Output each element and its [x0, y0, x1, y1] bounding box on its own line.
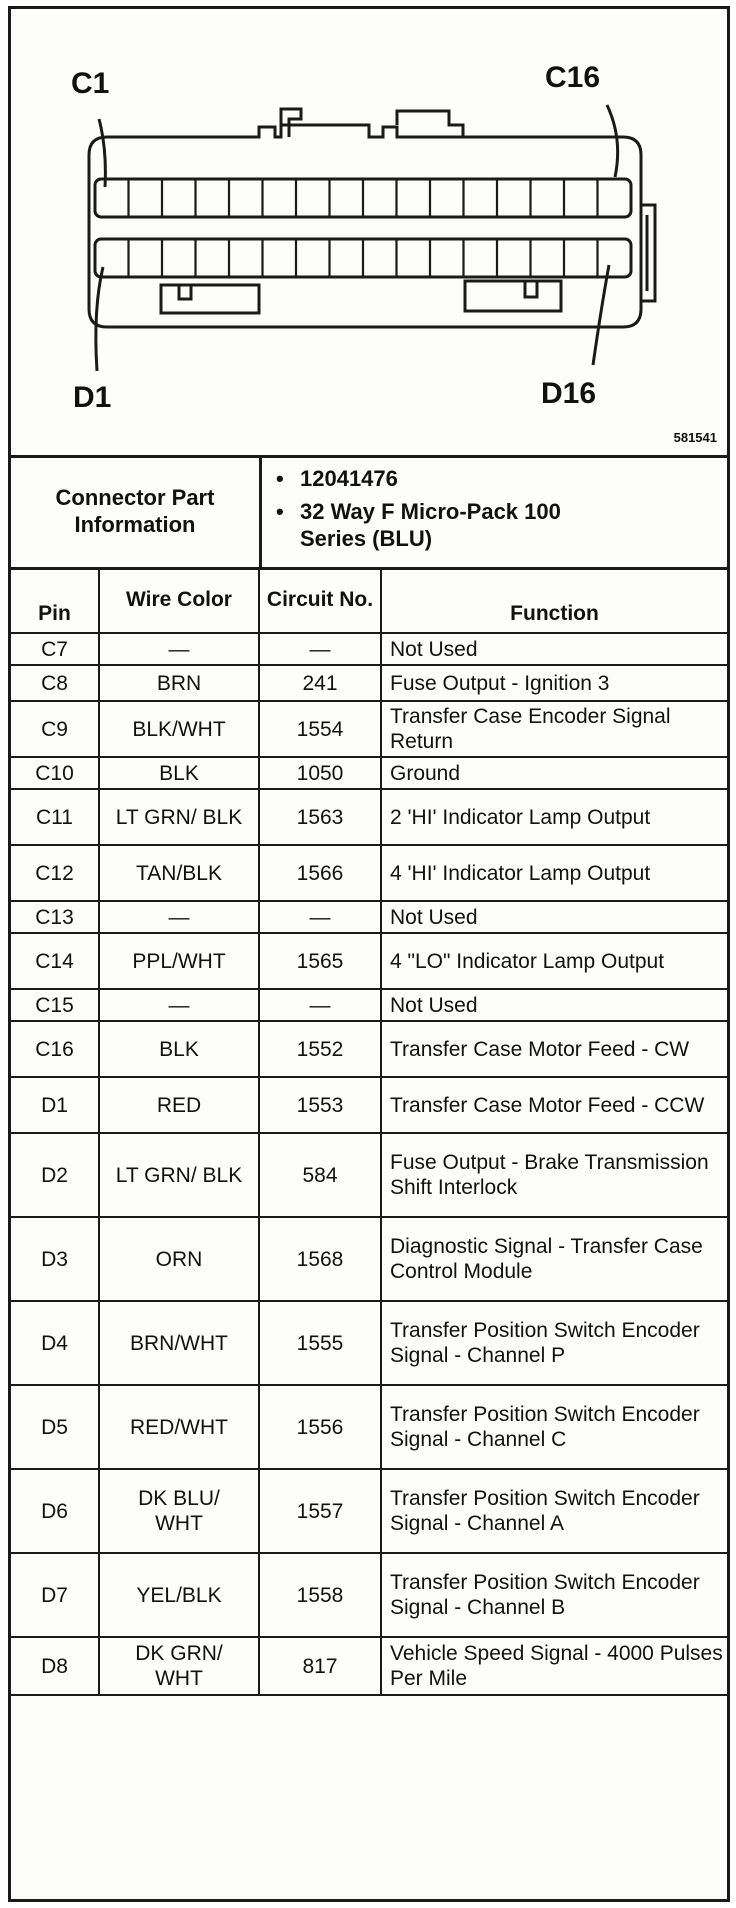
circuit-cell: 1050	[259, 757, 381, 789]
connector-part-information	[11, 455, 727, 570]
table-row	[11, 633, 727, 665]
connector-info-heading-text: Connector Part Information	[55, 485, 215, 537]
function-cell: Transfer Case Motor Feed - CW	[381, 1021, 727, 1077]
function-cell: Not Used	[381, 989, 727, 1021]
function-cell: Fuse Output - Brake Transmission Shift Interlock	[381, 1133, 727, 1217]
figure-number: 581541	[673, 430, 717, 445]
table-row	[11, 1469, 727, 1553]
wire-color-cell: —	[99, 989, 259, 1021]
table-row	[11, 789, 727, 845]
pin-cell: C8	[11, 665, 99, 701]
pin-label-d1: D1	[73, 381, 112, 414]
wire-color-cell: YEL/BLK	[99, 1553, 259, 1637]
pin-cell: C9	[11, 701, 99, 757]
circuit-cell: 1552	[259, 1021, 381, 1077]
table-row	[11, 989, 727, 1021]
circuit-cell: —	[259, 633, 381, 665]
circuit-cell: 1553	[259, 1077, 381, 1133]
table-row	[11, 757, 727, 789]
circuit-cell: 1566	[259, 845, 381, 901]
function-cell: 4 'HI' Indicator Lamp Output	[381, 845, 727, 901]
wire-color-cell: ORN	[99, 1217, 259, 1301]
function-cell: Not Used	[381, 633, 727, 665]
circuit-cell: 1554	[259, 701, 381, 757]
wire-color-cell: DK BLU/ WHT	[99, 1469, 259, 1553]
pin-cell: C10	[11, 757, 99, 789]
header-function: Function	[381, 567, 727, 633]
circuit-cell: 1563	[259, 789, 381, 845]
wire-color-cell: PPL/WHT	[99, 933, 259, 989]
part-number: • 12041476	[300, 465, 727, 492]
pin-cell: D5	[11, 1385, 99, 1469]
circuit-cell: 1565	[259, 933, 381, 989]
connector-description: • 32 Way F Micro-Pack 100 Series (BLU)	[300, 498, 580, 552]
pin-cell: D8	[11, 1637, 99, 1695]
header-circuit-no: Circuit No.	[259, 567, 381, 633]
function-cell: Not Used	[381, 901, 727, 933]
pin-label-d16: D16	[541, 377, 597, 410]
pin-cell: C14	[11, 933, 99, 989]
pinout-table	[11, 567, 727, 1696]
table-row	[11, 1637, 727, 1695]
wire-color-cell: BRN	[99, 665, 259, 701]
circuit-cell: 1557	[259, 1469, 381, 1553]
circuit-cell: 241	[259, 665, 381, 701]
wire-color-cell: BLK	[99, 757, 259, 789]
wire-color-cell: TAN/BLK	[99, 845, 259, 901]
wire-color-cell: —	[99, 633, 259, 665]
function-cell: Transfer Case Motor Feed - CCW	[381, 1077, 727, 1133]
circuit-cell: —	[259, 989, 381, 1021]
function-cell: Transfer Position Switch Encoder Signal - Channel A	[381, 1469, 727, 1553]
function-cell: Ground	[381, 757, 727, 789]
pin-cell: D6	[11, 1469, 99, 1553]
circuit-cell: 584	[259, 1133, 381, 1217]
table-header-row	[11, 567, 727, 633]
function-cell: Transfer Position Switch Encoder Signal - Channel C	[381, 1385, 727, 1469]
table-row	[11, 1217, 727, 1301]
connector-drawing	[11, 9, 727, 455]
function-cell: 4 "LO" Indicator Lamp Output	[381, 933, 727, 989]
table-row	[11, 1077, 727, 1133]
table-row	[11, 1021, 727, 1077]
connector-info-heading	[11, 455, 262, 567]
function-cell: Transfer Position Switch Encoder Signal - Channel B	[381, 1553, 727, 1637]
pin-label-c1: C1	[71, 67, 110, 100]
wire-color-cell: RED/WHT	[99, 1385, 259, 1469]
connector-diagram	[11, 9, 727, 458]
function-cell: Vehicle Speed Signal - 4000 Pulses Per Mile	[381, 1637, 727, 1695]
wire-color-cell: RED	[99, 1077, 259, 1133]
function-cell: Fuse Output - Ignition 3	[381, 665, 727, 701]
wire-color-cell: BLK/WHT	[99, 701, 259, 757]
wire-color-cell: LT GRN/ BLK	[99, 1133, 259, 1217]
table-row	[11, 665, 727, 701]
pin-cell: D7	[11, 1553, 99, 1637]
table-row	[11, 845, 727, 901]
table-row	[11, 1133, 727, 1217]
circuit-cell: 1558	[259, 1553, 381, 1637]
table-row	[11, 901, 727, 933]
circuit-cell: 817	[259, 1637, 381, 1695]
header-wire-color: Wire Color	[99, 567, 259, 633]
circuit-cell: 1568	[259, 1217, 381, 1301]
function-cell: Transfer Position Switch Encoder Signal - Channel P	[381, 1301, 727, 1385]
table-row	[11, 1553, 727, 1637]
circuit-cell: —	[259, 901, 381, 933]
table-row	[11, 933, 727, 989]
connector-sheet	[8, 6, 730, 1902]
function-cell: 2 'HI' Indicator Lamp Output	[381, 789, 727, 845]
pin-cell: D1	[11, 1077, 99, 1133]
wire-color-cell: —	[99, 901, 259, 933]
pin-cell: D2	[11, 1133, 99, 1217]
pin-label-c16: C16	[545, 61, 601, 94]
circuit-cell: 1556	[259, 1385, 381, 1469]
pin-cell: C7	[11, 633, 99, 665]
wire-color-cell: BLK	[99, 1021, 259, 1077]
pin-cell: D4	[11, 1301, 99, 1385]
circuit-cell: 1555	[259, 1301, 381, 1385]
wire-color-cell: BRN/WHT	[99, 1301, 259, 1385]
pinout-table-body	[11, 633, 727, 1695]
wire-color-cell: DK GRN/ WHT	[99, 1637, 259, 1695]
pin-cell: C12	[11, 845, 99, 901]
pin-cell: C16	[11, 1021, 99, 1077]
pin-cell: D3	[11, 1217, 99, 1301]
connector-info-details	[262, 455, 727, 567]
table-row	[11, 1385, 727, 1469]
pin-cell: C15	[11, 989, 99, 1021]
table-row	[11, 1301, 727, 1385]
function-cell: Diagnostic Signal - Transfer Case Control Module	[381, 1217, 727, 1301]
pin-cell: C13	[11, 901, 99, 933]
pin-cell: C11	[11, 789, 99, 845]
header-pin: Pin	[11, 567, 99, 633]
function-cell: Transfer Case Encoder Signal Return	[381, 701, 727, 757]
wire-color-cell: LT GRN/ BLK	[99, 789, 259, 845]
table-row	[11, 701, 727, 757]
